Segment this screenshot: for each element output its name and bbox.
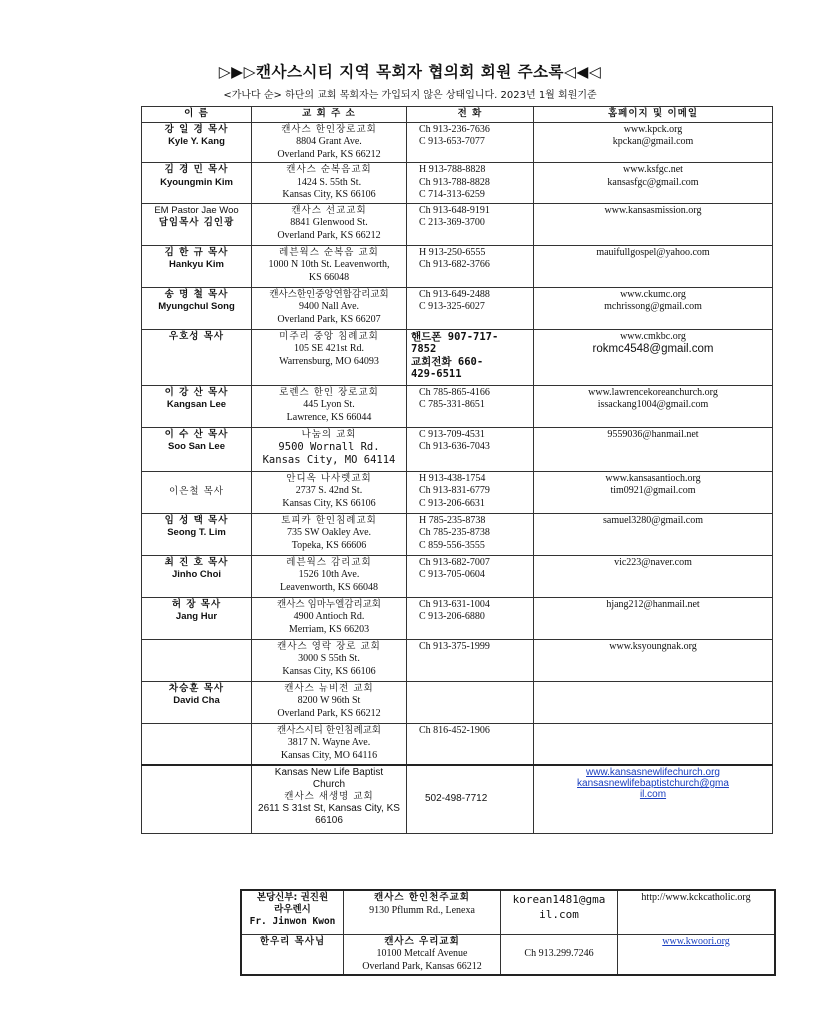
church-cell — [252, 513, 407, 555]
header-name: 이 름 — [142, 107, 252, 123]
address-line: Overland Park, KS 66212 — [277, 229, 381, 241]
phone: 429-6511 — [411, 368, 462, 380]
korean-name: 본당신부: 권진원 — [256, 892, 329, 903]
english-name: Kyle Y. Kang — [168, 136, 225, 147]
phone: Ch 785-865-4166 — [419, 386, 490, 398]
table-row — [241, 890, 775, 934]
name-cell — [142, 427, 252, 471]
church-name: 캔사스 임마누엘감리교회 — [277, 598, 381, 610]
church-name: 캔사스 순복음교회 — [286, 164, 372, 175]
email-link[interactable]: kansasnewlifebaptistchurch@gma — [577, 778, 729, 789]
church-english-name: Church — [312, 779, 346, 790]
address-line: 9130 Pflumm Rd., Lenexa — [369, 904, 475, 916]
name-cell — [241, 890, 344, 934]
phone-cell — [407, 287, 534, 329]
table-row — [142, 385, 773, 427]
korean-name: 김 한 규 목사 — [164, 246, 229, 258]
church-name: 로렌스 한인 장로교회 — [279, 386, 379, 398]
english-name: Fr. Jinwon Kwon — [249, 916, 336, 927]
phone-cell — [407, 385, 534, 427]
web-cell — [534, 427, 773, 471]
church-cell — [252, 555, 407, 597]
phone-cell — [407, 122, 534, 163]
church-cell — [252, 765, 407, 833]
phone: 502-498-7712 — [425, 793, 488, 804]
phone-cell — [407, 513, 534, 555]
church-name: 캔사스 새생명 교회 — [284, 791, 374, 802]
email: mchrissong@gmail.com — [604, 301, 702, 312]
table-row — [142, 122, 773, 163]
name-cell — [142, 639, 252, 681]
table-row — [142, 555, 773, 597]
phone: Ch 913-831-6779 — [419, 485, 490, 496]
address-line: Kansas City, KS 66106 — [282, 189, 376, 200]
phone: 교회전화 660- — [411, 355, 484, 368]
email: tim0921@gmail.com — [610, 485, 696, 496]
header-phone: 전 화 — [407, 107, 534, 123]
web-cell — [534, 681, 773, 723]
address-line: Overland Park, KS 66212 — [277, 707, 381, 719]
phone: C 859-556-3555 — [419, 539, 485, 551]
table-row — [142, 287, 773, 329]
church-cell — [252, 122, 407, 163]
web-cell — [618, 934, 776, 975]
web-cell — [534, 163, 773, 204]
phone-cell — [407, 681, 534, 723]
address-line: 1424 S. 55th St. — [296, 176, 362, 188]
email: mauifullgospel@yahoo.com — [596, 246, 710, 258]
web-cell — [534, 329, 773, 385]
address-line: Kansas City, KS 66106 — [282, 497, 376, 509]
english-name: Jinho Choi — [171, 569, 222, 580]
korean-name: 우호성 목사 — [168, 330, 225, 342]
church-cell — [252, 427, 407, 471]
phone: C 785-331-8651 — [419, 399, 485, 410]
phone-cell — [407, 471, 534, 513]
phone-cell — [407, 765, 534, 833]
web-cell — [534, 203, 773, 245]
phone: Ch 913-682-7007 — [419, 556, 490, 568]
website: www.ckumc.org — [620, 288, 686, 300]
address-line: Kansas City, MO 64116 — [280, 749, 378, 761]
church-name: 안디옥 나사렛교회 — [286, 472, 372, 484]
english-name: Jang Hur — [175, 611, 218, 622]
address-line: Overland Park, KS 66207 — [277, 313, 381, 325]
website: www.kansasmission.org — [604, 204, 702, 216]
church-name: 캔사스 선교교회 — [291, 204, 367, 216]
church-cell — [252, 385, 407, 427]
name-cell — [142, 245, 252, 287]
email: rokmc4548@gmail.com — [592, 343, 714, 355]
email: vic223@naver.com — [614, 556, 692, 568]
phone: H 913-438-1754 — [419, 472, 486, 484]
name-cell — [142, 471, 252, 513]
email: il.com — [539, 908, 579, 921]
church-name: 캔사스 한인천주교회 — [374, 892, 470, 903]
korean-name: 김 경 민 목사 — [164, 164, 229, 175]
phone: C 913-709-4531 — [419, 428, 485, 440]
web-cell — [534, 122, 773, 163]
church-cell — [252, 245, 407, 287]
address-line: 445 Lyon St. — [303, 399, 355, 410]
korean-name: 강 일 경 목사 — [164, 123, 229, 135]
page-subtitle: <가나다 순> 하단의 교회 목회자는 가입되지 않은 상태입니다. 2023년 1월 회원기준 — [223, 90, 597, 101]
phone: C 714-313-6259 — [419, 189, 485, 200]
email: kpckan@gmail.com — [612, 136, 694, 147]
church-name: 미주리 중앙 침례교회 — [279, 330, 379, 342]
church-english-name: Kansas New Life Baptist — [274, 767, 384, 778]
name-cell — [142, 385, 252, 427]
church-cell — [252, 203, 407, 245]
phone-cell — [407, 597, 534, 639]
church-name: 나눔의 교회 — [301, 428, 357, 440]
table-row — [142, 639, 773, 681]
web-cell — [534, 245, 773, 287]
web-cell — [534, 597, 773, 639]
english-name: Soo San Lee — [167, 441, 225, 452]
phone: Ch 913-682-3766 — [419, 259, 490, 270]
address-line: 9500 Wornall Rd. — [278, 441, 380, 453]
address-line: 9400 Nall Ave. — [298, 301, 360, 312]
english-name: Kangsan Lee — [166, 399, 227, 410]
website: www.cmkbc.org — [620, 330, 686, 342]
phone: Ch 913-648-9191 — [419, 204, 490, 216]
address-line: Overland Park, Kansas 66212 — [362, 960, 482, 972]
name-cell — [142, 681, 252, 723]
phone: Ch 816-452-1906 — [419, 724, 490, 736]
phone-cell — [407, 723, 534, 765]
name-cell — [142, 513, 252, 555]
phone: Ch 913-631-1004 — [419, 598, 490, 610]
email: hjang212@hanmail.net — [606, 598, 700, 610]
name-cell — [142, 723, 252, 765]
phone-cell — [407, 329, 534, 385]
phone-cell — [407, 203, 534, 245]
phone: C 913-705-0604 — [419, 569, 485, 580]
address-line: Warrensburg, MO 64093 — [279, 355, 379, 367]
table-row — [142, 723, 773, 765]
table-row — [142, 513, 773, 555]
phone: C 213-369-3700 — [419, 217, 485, 228]
phone-cell — [407, 555, 534, 597]
phone: C 913-206-6631 — [419, 497, 485, 509]
church-cell — [252, 471, 407, 513]
website: http://www.kckcatholic.org — [641, 892, 751, 903]
phone: Ch 913.299.7246 — [524, 948, 594, 959]
address-line: Leavenworth, KS 66048 — [279, 581, 379, 593]
church-cell — [344, 890, 501, 934]
name-cell — [142, 329, 252, 385]
email-link[interactable]: il.com — [639, 789, 667, 800]
address-line: Kansas City, KS 66106 — [282, 665, 376, 677]
address-line: 105 SE 421st Rd. — [293, 343, 364, 354]
directory-table — [141, 106, 773, 834]
phone-cell — [407, 245, 534, 287]
korean-name: 임 성 택 목사 — [164, 514, 229, 526]
em-pastor: EM Pastor Jae Woo — [154, 204, 239, 216]
korean-name: 이 수 산 목사 — [164, 428, 229, 440]
church-cell — [252, 681, 407, 723]
page-title: ▷▶▷캔사스시티 지역 목회자 협의회 회원 주소록◁◀◁ — [218, 63, 602, 81]
address-line: Topeka, KS 66606 — [291, 539, 367, 551]
web-cell — [534, 639, 773, 681]
address-line: Merriam, KS 66203 — [288, 623, 370, 635]
table-row — [142, 597, 773, 639]
web-cell — [534, 765, 773, 833]
non-member-table — [240, 889, 776, 976]
address-line: Lawrence, KS 66044 — [286, 411, 372, 423]
church-name: 캔사스 우리교회 — [384, 935, 460, 947]
web-cell — [534, 287, 773, 329]
name-cell — [142, 555, 252, 597]
church-name: 캔사스 뉴비전 교회 — [284, 682, 374, 694]
table-row — [142, 329, 773, 385]
korean-name: 차승훈 목사 — [168, 682, 225, 694]
church-cell — [344, 934, 501, 975]
phone: Ch 913-236-7636 — [419, 123, 490, 135]
baptismal-name: 라우렌시 — [274, 904, 311, 915]
address-line: 735 SW Oakley Ave. — [286, 527, 372, 538]
name-cell — [142, 122, 252, 163]
name-cell — [142, 163, 252, 204]
website: www.ksfgc.net — [623, 164, 683, 175]
table-row — [142, 163, 773, 204]
english-name: Kyoungmin Kim — [160, 176, 233, 188]
website-link[interactable]: www.kansasnewlifechurch.org — [586, 767, 720, 778]
church-name: 캔사스 영락 장로 교회 — [277, 640, 381, 652]
english-name: David Cha — [173, 695, 220, 706]
phone: H 913-788-8828 — [419, 164, 486, 175]
table-row — [142, 471, 773, 513]
table-row — [142, 427, 773, 471]
korean-name: 한우리 목사님 — [259, 935, 326, 947]
email: 9559036@hanmail.net — [607, 428, 699, 440]
address-line: 8200 W 96th St — [297, 695, 361, 706]
address-line: 2611 S 31st St, Kansas City, KS — [258, 803, 400, 814]
web-cell — [534, 723, 773, 765]
phone-cell — [407, 639, 534, 681]
church-cell — [252, 163, 407, 204]
address-line: Kansas City, MO 64114 — [262, 453, 396, 466]
church-name: 토피카 한인침례교회 — [281, 514, 377, 526]
korean-name: 최 진 호 목사 — [164, 556, 229, 568]
address-line: 3000 S 55th St. — [298, 653, 360, 664]
email: samuel3280@gmail.com — [602, 514, 704, 526]
email-cell — [501, 890, 618, 934]
web-cell — [534, 385, 773, 427]
address-line: 8804 Grant Ave. — [296, 136, 362, 147]
phone: 핸드폰 907-717- — [411, 330, 499, 343]
phone: 7852 — [411, 343, 437, 355]
table-row — [142, 203, 773, 245]
name-cell — [142, 597, 252, 639]
table-row — [241, 934, 775, 975]
church-name: 캔사스시티 한인침례교회 — [277, 724, 381, 736]
address-line: 10100 Metcalf Avenue — [376, 948, 468, 959]
address-line: 66106 — [315, 815, 343, 826]
table-row — [142, 681, 773, 723]
phone: Ch 785-235-8738 — [419, 527, 490, 538]
website: www.kpck.org — [623, 123, 683, 135]
email: kansasfgc@gmail.com — [607, 176, 699, 188]
phone-cell — [407, 163, 534, 204]
church-cell — [252, 639, 407, 681]
phone-cell — [501, 934, 618, 975]
name-cell — [142, 765, 252, 833]
phone: Ch 913-788-8828 — [419, 176, 490, 188]
web-cell — [534, 471, 773, 513]
church-cell — [252, 329, 407, 385]
phone-cell — [407, 427, 534, 471]
email: korean1481@gma — [512, 893, 606, 906]
address-line: 4900 Antioch Rd. — [293, 611, 365, 622]
phone: C 913-653-7077 — [419, 136, 485, 147]
church-name: 레븐웍스 감리교회 — [286, 556, 372, 568]
address-line: KS 66048 — [308, 271, 350, 283]
phone: H 913-250-6555 — [419, 246, 486, 258]
header-web: 홈페이지 및 이메일 — [534, 107, 773, 123]
phone: Ch 913-636-7043 — [419, 441, 490, 452]
english-name: Seong T. Lim — [167, 527, 226, 538]
phone: Ch 913-375-1999 — [419, 640, 490, 652]
web-cell — [534, 513, 773, 555]
church-cell — [252, 597, 407, 639]
phone: H 785-235-8738 — [419, 514, 486, 526]
church-name: 캔사스 한인장로교회 — [281, 123, 377, 135]
phone: C 913-206-6880 — [419, 611, 485, 622]
name-cell — [142, 287, 252, 329]
address-line: 3817 N. Wayne Ave. — [287, 737, 371, 748]
church-cell — [252, 287, 407, 329]
address-line: 1526 10th Ave. — [298, 569, 360, 580]
name-cell — [241, 934, 344, 975]
website: www.lawrencekoreanchurch.org — [588, 386, 718, 398]
english-name: Myungchul Song — [158, 301, 235, 312]
korean-name: 담임목사 김인광 — [158, 217, 235, 228]
church-name: 캔사스한인중앙연합감리교회 — [269, 288, 389, 300]
church-cell — [252, 723, 407, 765]
web-cell — [534, 555, 773, 597]
korean-name: 송 명 철 목사 — [164, 288, 229, 300]
website-link[interactable]: www.kwoori.org — [662, 935, 730, 947]
address-line: Overland Park, KS 66212 — [277, 148, 381, 160]
english-name: Hankyu Kim — [169, 259, 224, 270]
phone: Ch 913-649-2488 — [419, 288, 490, 300]
email: issackang1004@gmail.com — [597, 399, 709, 410]
web-cell — [618, 890, 776, 934]
address-line: 8841 Glenwood St. — [290, 217, 368, 228]
address-line: 2737 S. 42nd St. — [295, 485, 363, 496]
korean-name: 허 장 목사 — [171, 598, 222, 610]
website: www.kansasantioch.org — [605, 472, 701, 484]
header-row — [142, 107, 773, 123]
header-church: 교 회 주 소 — [252, 107, 407, 123]
table-row — [142, 765, 773, 833]
korean-name: 이 강 산 목사 — [164, 386, 229, 398]
address-line: 1000 N 10th St. Leavenworth, — [268, 259, 390, 270]
name-cell — [142, 203, 252, 245]
church-name: 레븐웍스 순복음 교회 — [279, 246, 379, 258]
website: www.ksyoungnak.org — [609, 640, 697, 652]
table-row — [142, 245, 773, 287]
phone: C 913-325-6027 — [419, 301, 485, 312]
korean-name: 이은철 목사 — [169, 485, 224, 497]
